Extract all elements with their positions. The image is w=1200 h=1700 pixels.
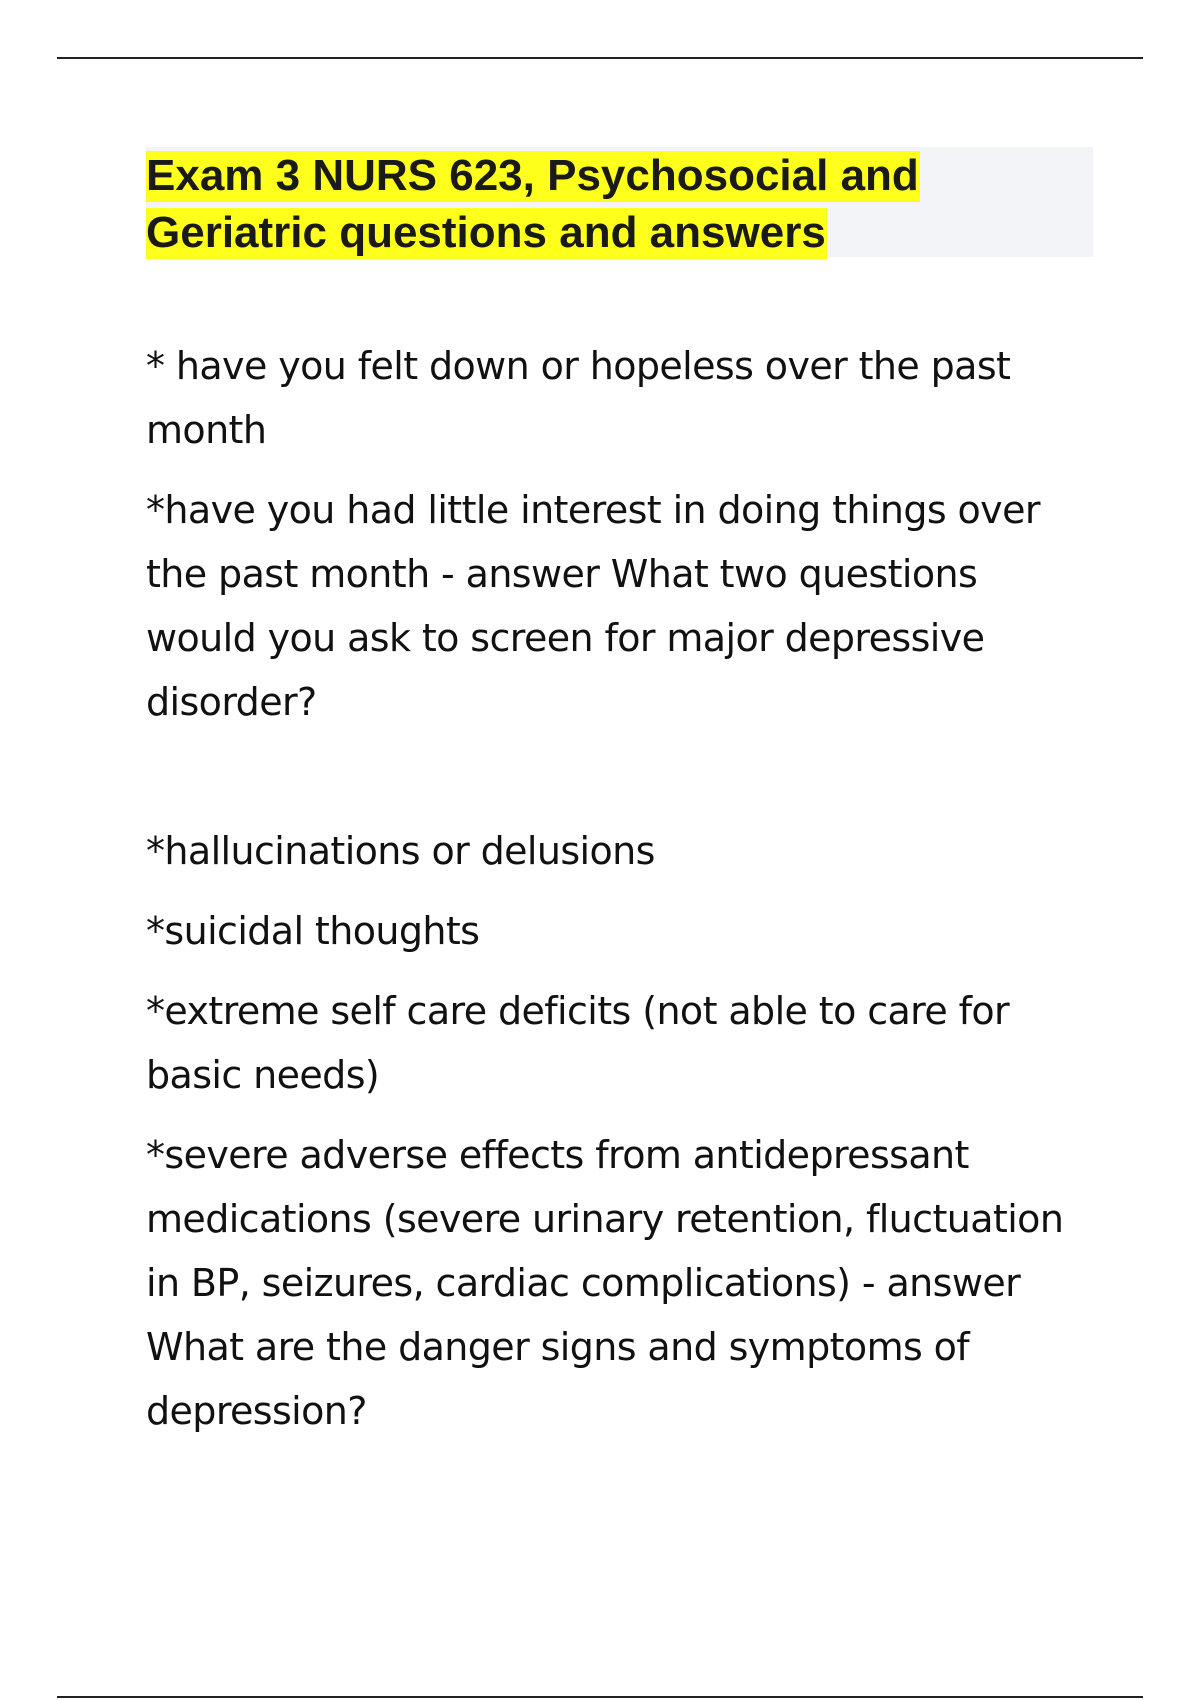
title-highlight: Exam 3 NURS 623, Psychosocial and Geriatric questions and answers: [146, 151, 919, 257]
bottom-rule: [57, 1696, 1143, 1698]
top-rule: [57, 57, 1143, 59]
entry-2-line-4: *severe adverse effects from antidepressant medications (severe urinary retention, fluctuation in BP, seizures, cardiac complications) - answer What are the danger signs and symptoms of depression?: [146, 1133, 1064, 1433]
entry-2-line-2: *suicidal thoughts: [146, 909, 480, 953]
document-title: [146, 147, 1093, 261]
entry-2-line-1: *hallucinations or delusions: [146, 829, 655, 873]
entry-2-line-3: *extreme self care deficits (not able to care for basic needs): [146, 989, 1010, 1097]
entry-1-line-2: *have you had little interest in doing things over the past month - answer What two questions would you ask to screen for major depressive disorder?: [146, 488, 1040, 724]
entry-1-line-1: * have you felt down or hopeless over the past month: [146, 344, 1011, 452]
document-body: [146, 334, 1086, 1459]
